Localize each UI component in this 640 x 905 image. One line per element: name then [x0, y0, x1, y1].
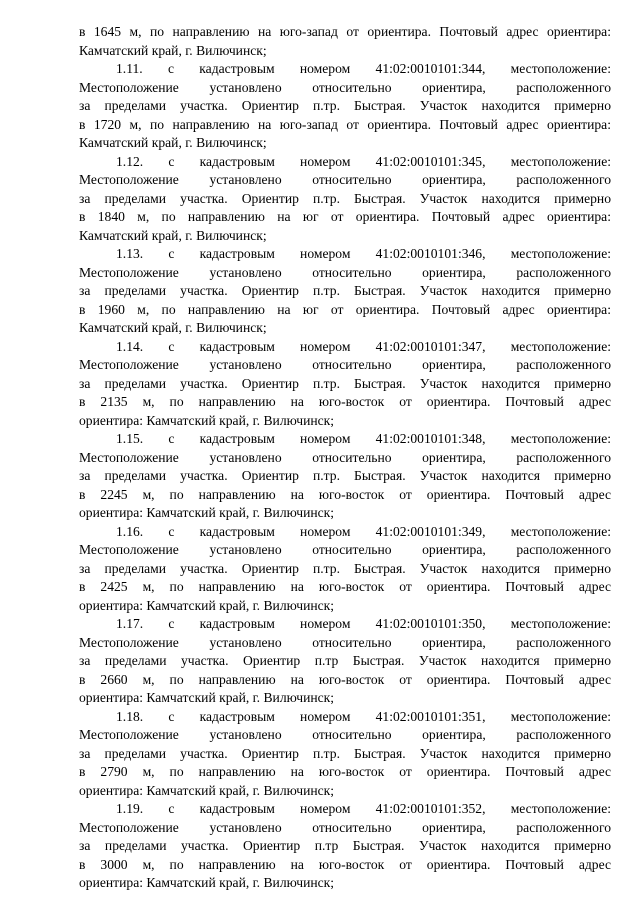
- text-line: за пределами участка. Ориентир п.тр. Быстрая. Участок находится примерно: [79, 98, 611, 113]
- text-line: за пределами участка. Ориентир п.тр Быстрая. Участок находится примерно: [79, 838, 611, 853]
- text-line: Камчатский край, г. Вилючинск;: [79, 135, 267, 150]
- text-line: за пределами участка. Ориентир п.тр. Быстрая. Участок находится примерно: [79, 190, 611, 206]
- text-line: в 2790 м, по направлению на юго-восток от ориентира. Почтовый адрес: [79, 764, 611, 779]
- text-line: ориентира: Камчатский край, г. Вилючинск;: [79, 597, 335, 613]
- text-line: Местоположение установлено относительно ориентира, расположенного: [79, 79, 611, 95]
- clause-heading-line: 1.11. с кадастровым номером 41:02:0010101:344, местоположение:: [116, 61, 611, 76]
- text-line: за пределами участка. Ориентир п.тр. Быстрая. Участок находится примерно: [79, 560, 611, 576]
- text-line: в 1840 м, по направлению на юг от ориентира. Почтовый адрес ориентира:: [79, 209, 611, 224]
- document-body: [79, 23, 611, 893]
- text-line: за пределами участка. Ориентир п.тр. Быстрая. Участок находится примерно: [79, 283, 611, 298]
- clause-heading-line: 1.16. с кадастровым номером 41:02:0010101:349, местоположение:: [116, 523, 611, 539]
- text-line: ориентира: Камчатский край, г. Вилючинск;: [79, 875, 335, 890]
- text-line: Местоположение установлено относительно ориентира, расположенного: [79, 357, 611, 372]
- clause-heading-line: 1.13. с кадастровым номером 41:02:0010101:346, местоположение:: [116, 246, 611, 261]
- text-line: Камчатский край, г. Вилючинск;: [79, 320, 267, 335]
- text-line: Камчатский край, г. Вилючинск;: [79, 227, 267, 243]
- text-line: Местоположение установлено относительно ориентира, расположенного: [79, 172, 611, 187]
- text-line: Камчатский край, г. Вилючинск;: [79, 42, 267, 58]
- text-line: ориентира: Камчатский край, г. Вилючинск;: [79, 412, 335, 428]
- text-line: в 3000 м, по направлению на юго-восток от ориентира. Почтовый адрес: [79, 856, 611, 872]
- clause-heading-line: 1.18. с кадастровым номером 41:02:0010101:351, местоположение:: [116, 708, 611, 724]
- text-line: за пределами участка. Ориентир п.тр Быстрая. Участок находится примерно: [79, 653, 611, 668]
- clause-heading-line: 1.15. с кадастровым номером 41:02:0010101:348, местоположение:: [116, 431, 611, 446]
- text-line: Местоположение установлено относительно ориентира, расположенного: [79, 449, 611, 465]
- text-line: ориентира: Камчатский край, г. Вилючинск;: [79, 782, 335, 798]
- clause-heading-line: 1.12. с кадастровым номером 41:02:0010101:345, местоположение:: [116, 153, 611, 169]
- text-line: в 1720 м, по направлению на юго-запад от ориентира. Почтовый адрес ориентира:: [79, 116, 611, 132]
- text-line: в 1645 м, по направлению на юго-запад от ориентира. Почтовый адрес ориентира:: [79, 24, 611, 39]
- text-line: в 2660 м, по направлению на юго-восток от ориентира. Почтовый адрес: [79, 671, 611, 687]
- text-line: ориентира: Камчатский край, г. Вилючинск;: [79, 690, 335, 705]
- text-line: в 2245 м, по направлению на юго-восток от ориентира. Почтовый адрес: [79, 486, 611, 502]
- text-line: в 2135 м, по направлению на юго-восток от ориентира. Почтовый адрес: [79, 394, 611, 409]
- text-line: Местоположение установлено относительно ориентира, расположенного: [79, 727, 611, 742]
- text-line: за пределами участка. Ориентир п.тр. Быстрая. Участок находится примерно: [79, 468, 611, 483]
- text-line: Местоположение установлено относительно ориентира, расположенного: [79, 264, 611, 280]
- clause-heading-line: 1.19. с кадастровым номером 41:02:0010101:352, местоположение:: [116, 801, 611, 816]
- document-page: [79, 23, 611, 893]
- text-line: Местоположение установлено относительно ориентира, расположенного: [79, 634, 611, 650]
- text-line: Местоположение установлено относительно ориентира, расположенного: [79, 819, 611, 835]
- clause-heading-line: 1.17. с кадастровым номером 41:02:0010101:350, местоположение:: [116, 616, 611, 631]
- text-line: ориентира: Камчатский край, г. Вилючинск;: [79, 505, 335, 520]
- text-line: за пределами участка. Ориентир п.тр. Быстрая. Участок находится примерно: [79, 745, 611, 761]
- text-line: за пределами участка. Ориентир п.тр. Быстрая. Участок находится примерно: [79, 375, 611, 391]
- text-line: в 2425 м, по направлению на юго-восток от ориентира. Почтовый адрес: [79, 579, 611, 594]
- text-line: Местоположение установлено относительно ориентира, расположенного: [79, 542, 611, 557]
- text-line: в 1960 м, по направлению на юг от ориентира. Почтовый адрес ориентира:: [79, 301, 611, 317]
- clause-heading-line: 1.14. с кадастровым номером 41:02:0010101:347, местоположение:: [116, 338, 611, 354]
